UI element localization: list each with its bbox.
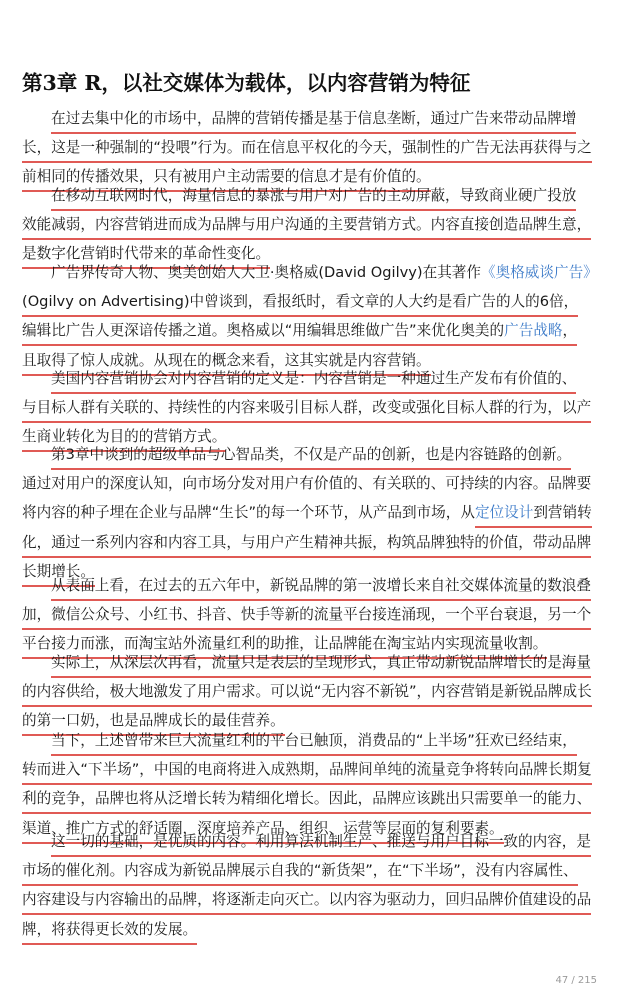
text-line: 是数字化营销时代带来的革命性变化。 bbox=[22, 242, 606, 271]
text-line: 加，微信公众号、小红书、抖音、快手等新的流量平台接连涌现，一个平台衰退，另一个 bbox=[22, 603, 606, 632]
page-indicator: 47 / 215 bbox=[555, 975, 597, 986]
link-positioning-design[interactable]: 定位设计 bbox=[475, 501, 533, 528]
text-line: 长期增长。 bbox=[22, 560, 606, 589]
text-line: 的第一口奶，也是品牌成长的最佳营养。 bbox=[22, 709, 606, 738]
paragraph-3 bbox=[22, 261, 606, 378]
paragraph-7 bbox=[22, 651, 606, 739]
link-ad-strategy[interactable]: 广告战略 bbox=[504, 322, 563, 340]
text-line: 且取得了惊人成就。从现在的概念来看，这其实就是内容营销。 bbox=[22, 349, 606, 378]
text-line: 编辑比广告人更深谙传播之道。奥格威以“用编辑思维做广告”来优化奥美的广告战略， bbox=[22, 319, 606, 348]
text-line: (Ogilvy on Advertising)中曾谈到，看报纸时，看文章的人大约是看广告的人的6倍， bbox=[22, 290, 606, 319]
text-line: 将内容的种子埋在企业与品牌“生长”的每一个环节，从产品到市场，从定位设计到营销转 bbox=[22, 501, 606, 530]
text-line: 这一切的基础，是优质的内容。利用算法机制生产、推送与用户目标一致的内容，是 bbox=[22, 830, 606, 859]
text-line: 牌，将获得更长效的发展。 bbox=[22, 918, 606, 947]
text-line: 在过去集中化的市场中，品牌的营销传播是基于信息垄断，通过广告来带动品牌增 bbox=[22, 107, 606, 136]
text-line: 从表面上看，在过去的五六年中，新锐品牌的第一波增长来自社交媒体流量的数浪叠 bbox=[22, 574, 606, 603]
text-line: 在移动互联网时代，海量信息的暴涨与用户对广告的主动屏蔽，导致商业硬广投放 bbox=[22, 184, 606, 213]
text-line: 效能减弱，内容营销进而成为品牌与用户沟通的主要营销方式。内容直接创造品牌生意， bbox=[22, 213, 606, 242]
text-line: 转而进入“下半场”，中国的电商将进入成熟期，品牌间单纯的流量竞争将转向品牌长期复 bbox=[22, 758, 606, 787]
text-line: 当下，上述曾带来巨大流量红利的平台已触顶，消费品的“上半场”狂欢已经结束， bbox=[22, 729, 606, 758]
text-line: 通过对用户的深度认知，向市场分发对用户有价值的、有关联的、可持续的内容。品牌要 bbox=[22, 475, 592, 493]
paragraph-4 bbox=[22, 367, 606, 455]
text-line: 前相同的传播效果，只有被用户主动需要的信息才是有价值的。 bbox=[22, 165, 606, 194]
paragraph-2 bbox=[22, 184, 606, 272]
text-line: 渠道、推广方式的舒适圈，深度培养产品、组织、运营等层面的复利要素。 bbox=[22, 817, 606, 846]
paragraph-6 bbox=[22, 574, 606, 662]
paragraph-5 bbox=[22, 443, 606, 589]
text-line: 市场的催化剂。内容成为新锐品牌展示自我的“新货架”，在“下半场”，没有内容属性、 bbox=[22, 859, 606, 888]
text-line: 实际上，从深层次再看，流量只是表层的呈现形式，真正带动新锐品牌增长的是海量 bbox=[22, 651, 606, 680]
paragraph-8 bbox=[22, 729, 606, 846]
text-line: 第3章中谈到的超级单品与心智品类，不仅是产品的创新，也是内容链路的创新。 bbox=[22, 443, 606, 472]
text-line: 平台接力而涨，而淘宝站外流量红利的助推，让品牌能在淘宝站内实现流量收割。 bbox=[22, 632, 606, 661]
paragraph-9 bbox=[22, 830, 606, 947]
chapter-title: 第3章 R，以社交媒体为载体，以内容营销为特征 bbox=[22, 71, 471, 95]
text-line: 广告界传奇人物、奥美创始人大卫·奥格威(David Ogilvy)在其著作《奥格威谈广告》 bbox=[51, 264, 598, 281]
text-line: 长，这是一种强制的“投喂”行为。而在信息平权化的今天，强制性的广告无法再获得与之 bbox=[22, 136, 606, 165]
text-line: 生商业转化为目的的营销方式。 bbox=[22, 425, 606, 454]
paragraph-1 bbox=[22, 107, 606, 195]
text-line: 的内容供给，极大地激发了用户需求。可以说“无内容不新锐”，内容营销是新锐品牌成长 bbox=[22, 680, 606, 709]
text-line: 美国内容营销协会对内容营销的定义是：内容营销是一种通过生产发布有价值的、 bbox=[22, 367, 606, 396]
text-line: 利的竞争，品牌也将从泛增长转为精细化增长。因此，品牌应该跳出只需要单一的能力、 bbox=[22, 787, 606, 816]
text-line: 与目标人群有关联的、持续性的内容来吸引目标人群，改变或强化目标人群的行为，以产 bbox=[22, 396, 606, 425]
text-line: 内容建设与内容输出的品牌，将逐渐走向灭亡。以内容为驱动力，回归品牌价值建设的品 bbox=[22, 888, 606, 917]
text-line: 化，通过一系列内容和内容工具，与用户产生精神共振，构筑品牌独特的价值，带动品牌 bbox=[22, 531, 606, 560]
book-link-ogilvy[interactable]: 《奥格威谈广告》 bbox=[481, 264, 598, 281]
